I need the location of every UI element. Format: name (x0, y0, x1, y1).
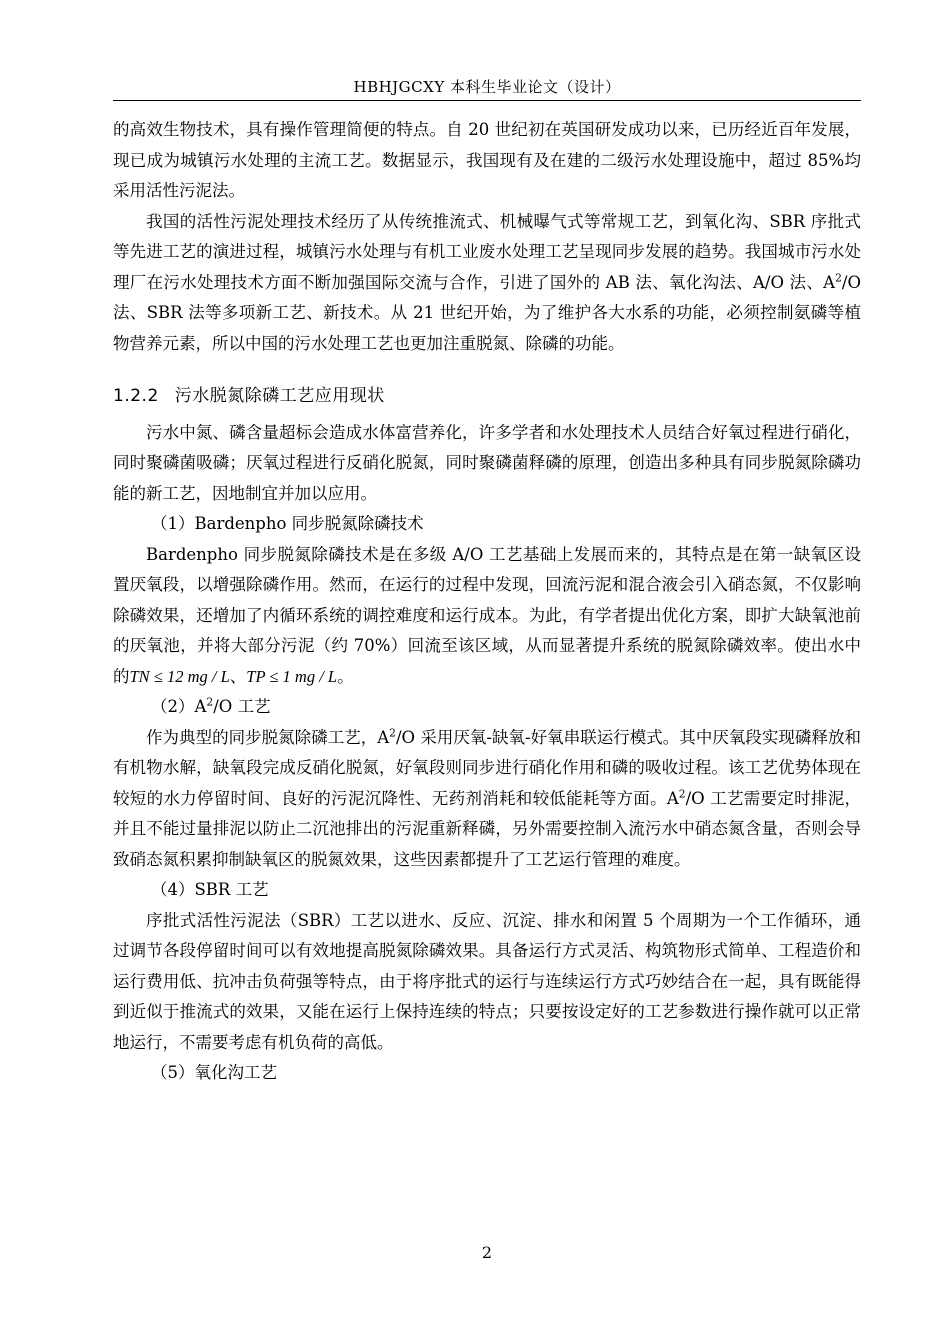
section-heading (113, 381, 861, 412)
superscript: 2 (835, 271, 842, 284)
subheading: （4）SBR 工艺 (151, 880, 269, 899)
paragraph: 序批式活性污泥法（SBR）工艺以进水、反应、沉淀、排水和闲置 5 个周期为一个工作循环，通过调节各段停留时间可以有效地提高脱氮除磷效果。具备运行方式灵活、构筑物形式简单、工程造价和运行费用低、抗冲击负荷强等特点，由于将序批式的运行与连续运行方式巧妙结合在一起，具有既能得到近似于推流式的效果，又能在运行上保持连续的特点；只要按设定好的工艺参数进行操作就可以正常地运行，不需要考虑有机负荷的高低。 (113, 910, 861, 1052)
paragraph: 污水中氮、磷含量超标会造成水体富营养化，许多学者和水处理技术人员结合好氧过程进行硝化，同时聚磷菌吸磷；厌氧过程进行反硝化脱氮，同时聚磷菌释磷的原理，创造出多种具有同步脱氮除磷功能的新工艺，因地制宜并加以应用。 (113, 422, 861, 503)
subheading-text: （2）A (151, 697, 207, 716)
page-header: HBHJGCXY 本科生毕业论文（设计） (353, 78, 621, 96)
superscript: 2 (389, 726, 396, 739)
header-rule (113, 100, 861, 101)
section-number: 1.2.2 (113, 386, 159, 406)
subheading: （1）Bardenpho 同步脱氮除磷技术 (151, 514, 424, 533)
paragraph-text: 我国的活性污泥处理技术经历了从传统推流式、机械曝气式等常规工艺，到氧化沟、SBR 序批式等先进工艺的演进过程，城镇污水处理与有机工业废水处理工艺呈现同步发展的趋势。我国城市污水处理厂在污水处理技术方面不断加强国际交流与合作，引进了国外的 AB 法、氧化沟法、A/O 法、 (113, 211, 861, 292)
superscript: 2 (206, 695, 214, 709)
period: 。 (337, 666, 354, 686)
section-title: 污水脱氮除磷工艺应用现状 (174, 386, 385, 406)
page-number: 2 (481, 1243, 493, 1262)
paragraph-text: /O 工艺需要定时排泥，并且不能过量排泥以防止二沉池排出的污泥重新释磷，另外需要控制入流污水中硝态氮含量，否则会导致硝态氮积累抑制缺氧区的脱氮效果，这些因素都提升了工艺运行管理的难度。 (113, 788, 861, 869)
body-content (113, 115, 861, 1089)
paragraph (113, 723, 861, 876)
paragraph: 的高效生物技术，具有操作管理简便的特点。自 20 世纪初在英国研发成功以来，已历经近百年发展，现已成为城镇污水处理的主流工艺。数据显示，我国现有及在建的二级污水处理设施中，超过 85%均采用活性污泥法。 (113, 120, 861, 200)
superscript: 2 (678, 787, 686, 800)
formula-tn: TN ≤ 12 mg / L (129, 666, 230, 686)
paragraph-text: /O 法、SBR 法等多项新工艺、新技术。从 21 世纪开始，为了维护各大水系的功能，必须控制氨磷等植物营养元素，所以中国的污水处理工艺也更加注重脱氮、除磷的功能。 (113, 272, 861, 353)
paragraph (113, 207, 861, 360)
subheading: （5）氧化沟工艺 (151, 1063, 277, 1082)
a2o-label: A (823, 272, 836, 292)
subheading (113, 692, 861, 723)
paragraph-text: 作为典型的同步脱氮除磷工艺，A (146, 727, 390, 747)
subheading-text: /O 工艺 (213, 697, 271, 716)
paragraph-text: Bardenpho 同步脱氮除磷技术是在多级 A/O 工艺基础上发展而来的，其特点是在第一缺氧区设置厌氧段，以增强除磷作用。然而，在运行的过程中发现，回流污泥和混合液会引入硝态氮，不仅影响除磷效果，还增加了内循环系统的调控难度和运行成本。为此，有学者提出优化方案，即扩大缺氧池前的厌氧池，并将大部分污泥（约 70%）回流至该区域，从而显著提升系统的脱氮除磷效率。使出水中的 (113, 544, 861, 686)
separator: 、 (229, 666, 247, 686)
paragraph (113, 540, 861, 693)
formula-tp: TP ≤ 1 mg / L (246, 666, 338, 686)
paragraph-text: /O 采用厌氧-缺氧-好氧串联运行模式。其中厌氧段实现磷释放和有机物水解，缺氧段完成反硝化脱氮，好氧段则同步进行硝化作用和磷的吸收过程。该工艺优势体现在较短的水力停留时间、良好的污泥沉降性、无药剂消耗和较低能耗等方面。A (113, 727, 861, 808)
